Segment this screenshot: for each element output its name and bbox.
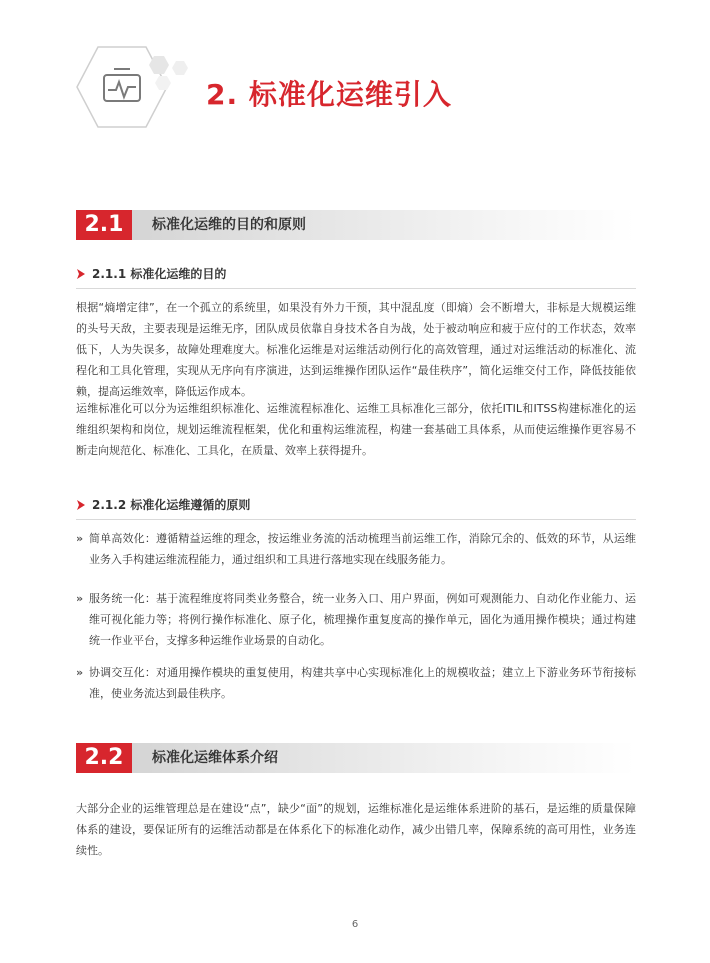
list-item-text: 协调交互化：对通用操作模块的重复使用，构建共享中心实现标准化上的规模收益；建立上下游业务环节衔接标准，使业务流达到最佳秩序。: [89, 666, 636, 700]
list-item-text: 服务统一化：基于流程维度将同类业务整合，统一业务入口、用户界面，例如可观测能力、自动化作业能力、运维可视化能力等；将例行操作标准化、原子化，梳理操作重复度高的操作单元，固化为通用操作模块；通过构建统一作业平台，支撑多种运维作业场景的自动化。: [89, 592, 636, 647]
bullet-marker: »: [76, 666, 84, 679]
divider: [76, 519, 636, 520]
list-item: [76, 588, 636, 651]
paragraph: 运维标准化可以分为运维组织标准化、运维流程标准化、运维工具标准化三部分，依托ITIL和ITSS构建标准化的运维组织架构和岗位，规划运维流程框架，优化和重构运维流程，构建一套基础工具体系，从而使运维操作更容易不断走向规范化、标准化、工具化，在质量、效率上获得提升。: [76, 402, 636, 457]
section-title: 标准化运维体系介绍: [152, 750, 278, 766]
divider: [76, 288, 636, 289]
subsection-title: 2.1.2 标准化运维遵循的原则: [92, 498, 251, 512]
list-item: [76, 528, 636, 570]
chapter-title: 2. 标准化运维引入: [206, 78, 452, 111]
paragraph: 大部分企业的运维管理总是在建设“点”，缺少“面”的规划，运维标准化是运维体系进阶的基石，是运维的质量保障体系的建设，要保证所有的运维活动都是在体系化下的标准化动作，减少出错几率，保障系统的高可用性，业务连续性。: [76, 802, 636, 857]
section-header-2-2: [76, 743, 636, 773]
bullet-marker: »: [76, 592, 84, 605]
chevron-right-icon: [76, 269, 86, 279]
section-header-2-1: [76, 210, 636, 240]
bullet-marker: »: [76, 532, 84, 545]
list-item-text: 简单高效化：遵循精益运维的理念，按运维业务流的活动梳理当前运维工作，消除冗余的、低效的环节，从运维业务入手构建运维流程能力，通过组织和工具进行落地实现在线服务能力。: [89, 532, 636, 566]
paragraph: 根据“熵增定律”，在一个孤立的系统里，如果没有外力干预，其中混乱度（即熵）会不断增大，非标是大规模运维的头号天敌，主要表现是运维无序，团队成员依靠自身技术各自为战，处于被动响应和疲于应付的工作状态，效率低下，人为失误多，故障处理难度大。标准化运维是对运维活动例行化的高效管理，通过对运维活动的标准化、流程化和工具化管理，实现从无序向有序演进，达到运维操作团队运作“最佳秩序”，简化运维交付工作，降低技能依赖，提高运维效率，降低运作成本。: [76, 301, 636, 398]
list-item: [76, 662, 636, 704]
chevron-right-icon: [76, 500, 86, 510]
subsection-title: 2.1.1 标准化运维的目的: [92, 267, 227, 281]
hexagon-decoration-icon: [145, 55, 201, 91]
section-number: 2.1: [76, 210, 132, 240]
page-number: 6: [351, 919, 359, 930]
section-title: 标准化运维的目的和原则: [152, 217, 306, 233]
section-number: 2.2: [76, 743, 132, 773]
